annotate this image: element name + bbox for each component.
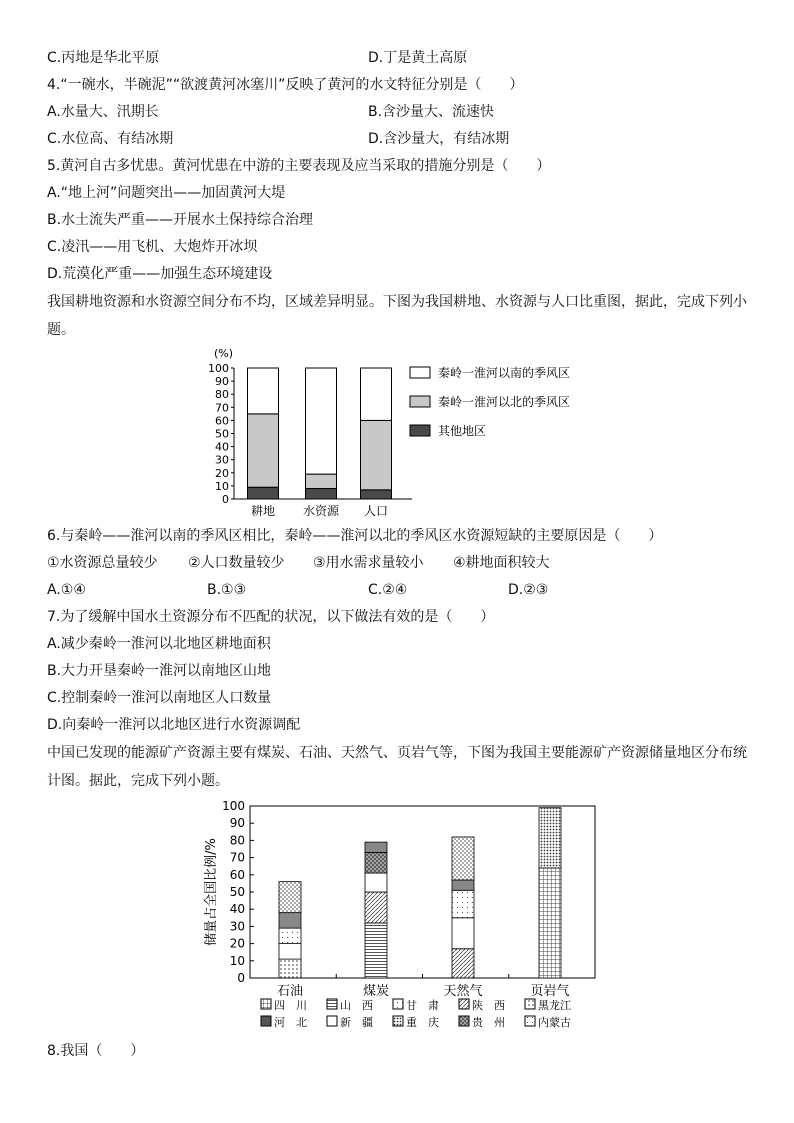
q6-option-c: C.②④ [368,582,408,598]
y-tick-label: 80 [215,388,229,402]
bar-segment [361,490,392,499]
q6-statement-4: ④耕地面积较大 [453,555,550,571]
y-tick-label: 60 [215,414,229,428]
y-tick-label: 50 [215,427,229,441]
q6-statement-2: ②人口数量较少 [188,555,285,571]
y-tick-label: 60 [229,867,245,882]
q4-option-c: C.水位高、有结冰期 [47,131,174,147]
question-7: 7.为了缓解中国水土资源分布不匹配的状况，以下做法有效的是（ ） [47,609,495,625]
q5-option-d: D.荒漠化严重——加强生态环境建设 [47,266,273,282]
legend-swatch [327,1016,337,1026]
legend-label: 四 川 [274,999,307,1012]
chart-farmland-water-population [200,340,600,520]
legend-label: 河 北 [274,1016,307,1029]
legend-label: 甘 肃 [406,999,439,1012]
chart-energy-reserves [195,795,615,1035]
legend-swatch [459,1016,469,1026]
legend-label: 其他地区 [438,424,487,438]
y-tick-label: 40 [215,440,229,454]
y-tick-label: 90 [215,375,229,389]
bar-segment [365,842,387,852]
legend-swatch [393,999,403,1009]
x-tick-label: 煤炭 [362,984,390,999]
q6-statement-1: ①水资源总量较少 [47,555,158,571]
legend-swatch [410,425,430,436]
legend-label: 贵 州 [472,1016,505,1029]
bar-segment [248,487,279,499]
question-4: 4.“一碗水，半碗泥”“欲渡黄河冰塞川”反映了黄河的水文特征分别是（ ） [47,77,524,93]
bar-segment [365,923,387,978]
bar-segment [306,489,337,499]
bar-segment [306,368,337,474]
q7-option-b: B.大力开垦秦岭一淮河以南地区山地 [47,663,272,679]
bar-segment [361,420,392,489]
y-tick-label: 40 [229,902,245,917]
y-tick-label: 0 [237,971,245,985]
q7-option-d: D.向秦岭一淮河以北地区进行水资源调配 [47,717,301,733]
q5-option-a: A.“地上河”问题突出——加固黄河大堤 [47,185,286,201]
bar-segment [279,882,301,913]
bar-segment [452,890,474,918]
legend-label: 秦岭一淮河以北的季风区 [438,395,571,409]
q7-option-c: C.控制秦岭一淮河以南地区人口数量 [47,690,272,706]
intro-text-1: 我国耕地资源和水资源空间分布不均，区域差异明显。下图为我国耕地、水资源与人口比重图，据此，完成下列小 [47,294,747,310]
bar-segment [365,892,387,923]
bar-segment [452,918,474,949]
q3-option-d: D.丁是黄土高原 [368,50,468,66]
legend-swatch [459,999,469,1009]
y-tick-label: 70 [229,850,245,865]
bar-segment [279,928,301,943]
legend-swatch [261,999,271,1009]
bar-segment [306,474,337,488]
y-tick-label: 100 [208,362,229,375]
bar-segment [361,368,392,420]
q4-option-b: B.含沙量大、流速快 [368,104,495,120]
question-8: 8.我国（ ） [47,1043,145,1059]
question-5: 5.黄河自古多忧患。黄河忧患在中游的主要表现及应当采取的措施分别是（ ） [47,158,551,174]
x-tick-label: 人口 [363,504,389,518]
y-tick-label: 20 [229,936,245,951]
y-tick-label: 10 [215,479,229,493]
y-tick-label: 50 [229,885,245,899]
y-tick-label: 0 [222,493,229,506]
q3-option-c: C.丙地是华北平原 [47,50,160,66]
q6-option-b: B.①③ [207,582,247,598]
question-6: 6.与秦岭——淮河以南的季风区相比，秦岭——淮河以北的季风区水资源短缺的主要原因是（ ） [47,528,663,544]
y-axis-unit-label: (%) [214,347,234,360]
q6-option-d: D.②③ [508,582,549,598]
bar-segment [539,868,561,978]
intro-text-1-cont: 题。 [47,322,75,338]
y-tick-label: 20 [215,466,229,480]
q4-option-a: A.水量大、汛期长 [47,104,159,120]
legend-swatch [327,999,337,1009]
legend-swatch [525,999,535,1009]
y-tick-label: 10 [229,953,245,968]
x-tick-label: 耕地 [250,504,276,518]
x-tick-label: 天然气 [443,984,483,999]
intro-text-2: 中国已发现的能源矿产资源主要有煤炭、石油、天然气、页岩气等，下图为我国主要能源矿产资源储量地区分布统 [47,745,747,761]
q6-statement-3: ③用水需求量较小 [313,555,424,571]
y-axis-label: 储量占全国比例/% [204,838,219,946]
bar-segment [248,414,279,487]
bar-segment [452,837,474,880]
legend-swatch [261,1016,271,1026]
legend-label: 新 疆 [340,1016,373,1029]
y-tick-label: 30 [215,453,229,467]
bar-segment [365,852,387,873]
q5-option-c: C.凌汛——用飞机、大炮炸开冰坝 [47,239,258,255]
bar-segment [452,880,474,890]
q4-option-d: D.含沙量大，有结冰期 [368,131,510,147]
bar-segment [279,913,301,928]
legend-label: 山 西 [340,999,373,1012]
y-tick-label: 70 [215,401,229,415]
legend-label: 秦岭一淮河以南的季风区 [438,366,571,380]
intro-text-2-cont: 计图。据此，完成下列小题。 [47,773,229,789]
bar-segment [365,873,387,892]
q7-option-a: A.减少秦岭一淮河以北地区耕地面积 [47,636,271,652]
y-tick-label: 100 [222,799,245,813]
legend-label: 黑龙江 [538,999,571,1012]
q6-option-a: A.①④ [47,582,86,598]
legend-label: 重 庆 [406,1016,439,1029]
legend-swatch [410,396,430,407]
x-tick-label: 水资源 [302,504,340,518]
bar-segment [279,959,301,978]
y-tick-label: 90 [229,816,245,831]
bar-segment [452,949,474,978]
bar-segment [279,944,301,959]
legend-swatch [393,1016,403,1026]
legend-swatch [525,1016,535,1026]
legend-swatch [410,367,430,378]
x-tick-label: 石油 [276,984,304,999]
y-tick-label: 80 [229,833,245,848]
q5-option-b: B.水土流失严重——开展水土保持综合治理 [47,212,314,228]
bar-segment [539,808,561,868]
x-tick-label: 页岩气 [530,984,570,999]
bar-segment [248,368,279,414]
y-tick-label: 30 [229,919,245,934]
legend-label: 陕 西 [472,999,505,1012]
legend-label: 内蒙古 [538,1016,571,1029]
